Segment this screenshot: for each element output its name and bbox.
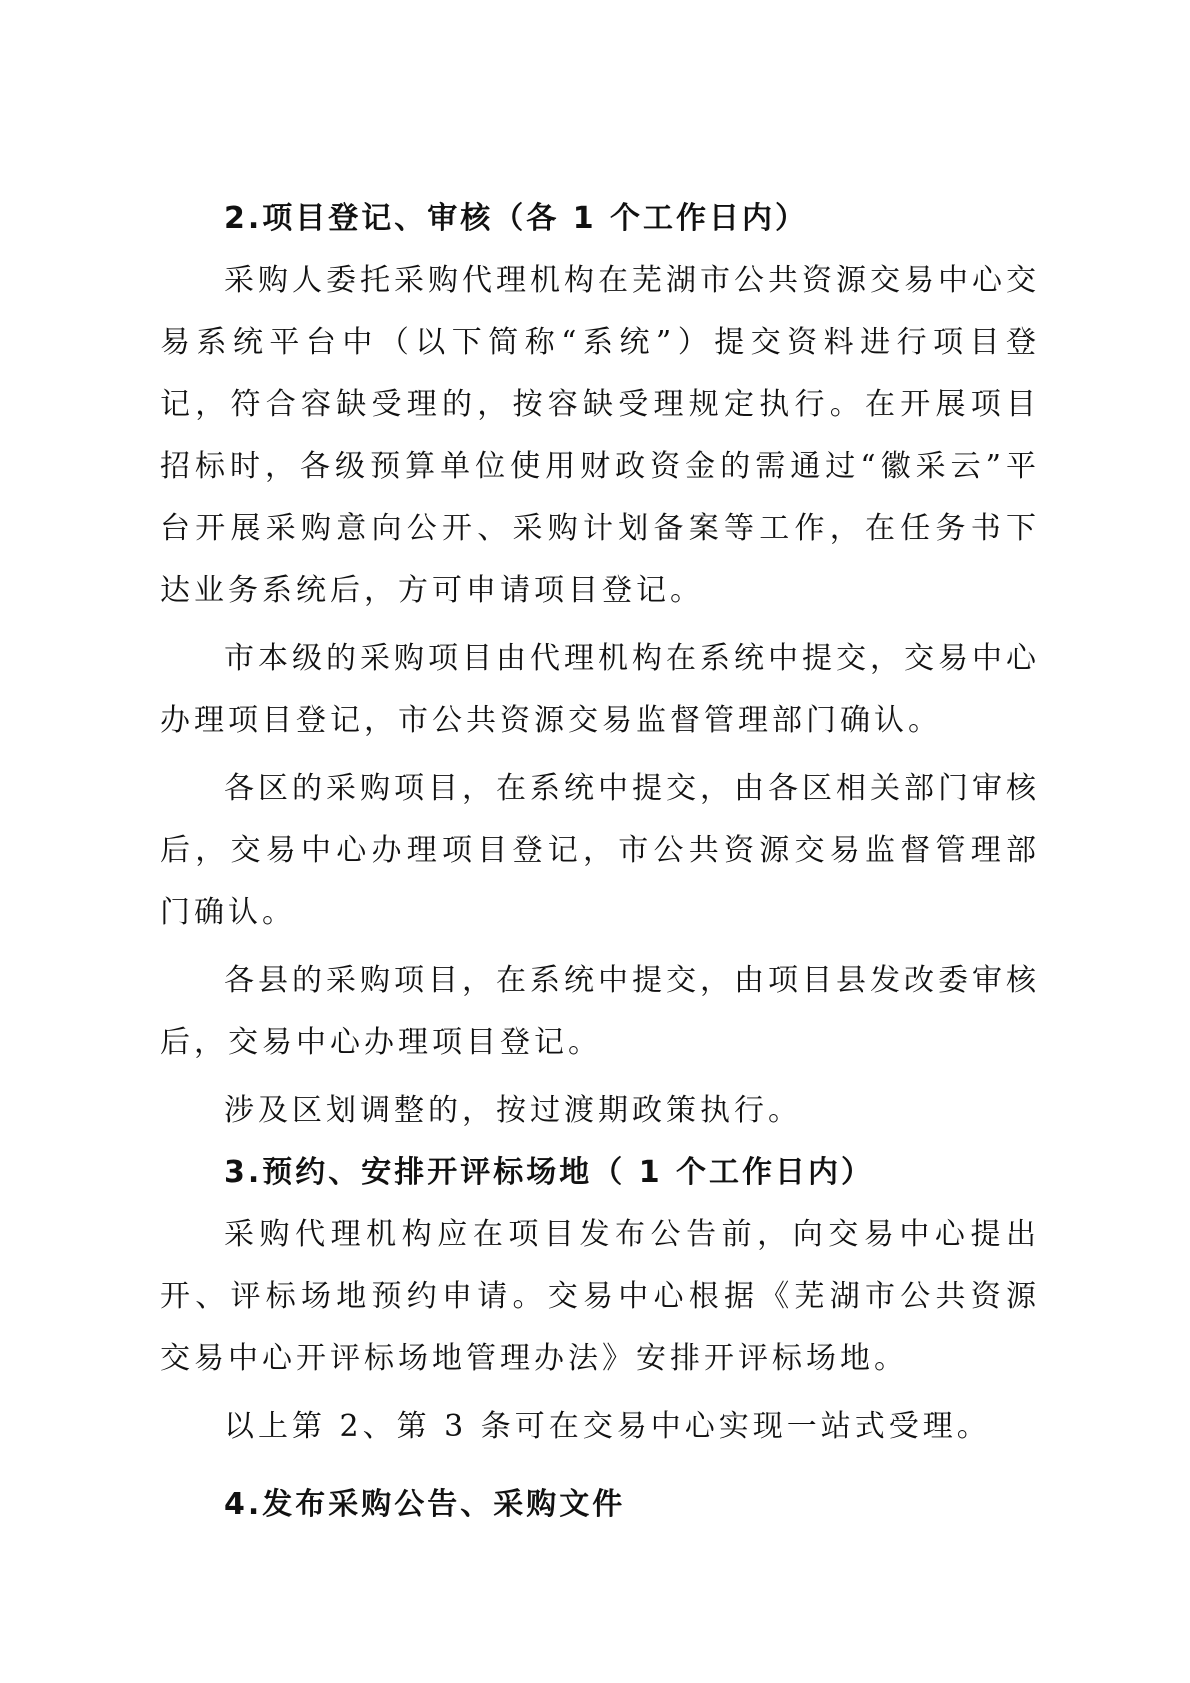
paragraph-county-level: 各县的采购项目，在系统中提交，由项目县发改委审核后，交易中心办理项目登记。	[160, 963, 1040, 1060]
paragraph-venue-booking: 采购代理机构应在项目发布公告前，向交易中心提出开、评标场地预约申请。交易中心根据《芜湖市公共资源交易中心开评标场地管理办法》安排开评标场地。	[160, 1217, 1040, 1376]
section-heading-3: 3.预约、安排开评标场地（ 1 个工作日内）	[224, 1155, 875, 1190]
paragraph-city-level: 市本级的采购项目由代理机构在系统中提交，交易中心办理项目登记，市公共资源交易监督管理部门确认。	[160, 641, 1040, 738]
section-heading-4: 4.发布采购公告、采购文件	[224, 1487, 626, 1522]
section-heading-2: 2.项目登记、审核（各 1 个工作日内）	[224, 201, 809, 236]
paragraph-region-adjustment: 涉及区划调整的，按过渡期政策执行。	[224, 1093, 802, 1128]
paragraph-registration-overview: 采购人委托采购代理机构在芜湖市公共资源交易中心交易系统平台中（以下简称“系统”）提交资料进行项目登记，符合容缺受理的，按容缺受理规定执行。在开展项目招标时，各级预算单位使用财政资金的需通过“徽采云”平台开展采购意向公开、采购计划备案等工作，在任务书下达业务系统后，方可申请项目登记。	[160, 263, 1040, 608]
paragraph-one-stop: 以上第 2、第 3 条可在交易中心实现一站式受理。	[224, 1409, 991, 1444]
paragraph-district-level: 各区的采购项目，在系统中提交，由各区相关部门审核后，交易中心办理项目登记，市公共资源交易监督管理部门确认。	[160, 771, 1040, 930]
document-body	[160, 188, 1040, 1536]
